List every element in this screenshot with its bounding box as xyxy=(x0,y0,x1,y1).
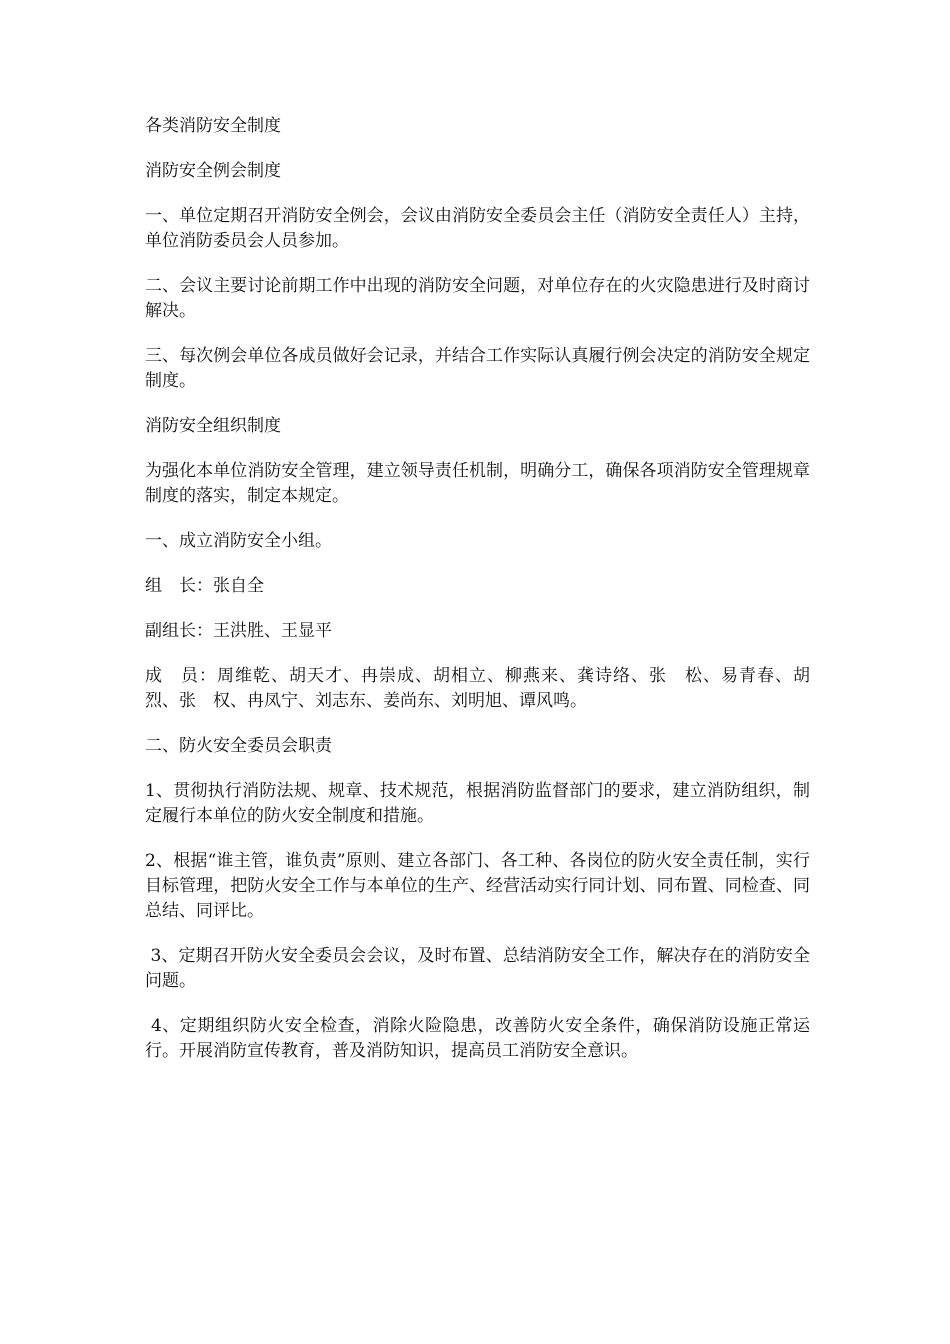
meeting-item-3: 三、每次例会单位各成员做好会记录，并结合工作实际认真履行例会决定的消防安全规定制度。 xyxy=(145,346,810,391)
meeting-item-2: 二、会议主要讨论前期工作中出现的消防安全问题，对单位存在的火灾隐患进行及时商讨解决。 xyxy=(145,276,810,321)
duty-item-4: 4、定期组织防火安全检查，消除火险隐患，改善防火安全条件，确保消防设施正常运行。开展消防宣传教育，普及消防知识，提高员工消防安全意识。 xyxy=(145,1016,810,1061)
organization-intro: 为强化本单位消防安全管理，建立领导责任机制，明确分工，确保各项消防安全管理规章制度的落实，制定本规定。 xyxy=(145,461,810,506)
duty-item-3: 3、定期召开防火安全委员会会议，及时布置、总结消防安全工作，解决存在的消防安全问题。 xyxy=(145,946,810,991)
duty-item-2: 2、根据“谁主管，谁负责”原则、建立各部门、各工种、各岗位的防火安全责任制，实行目标管理，把防火安全工作与本单位的生产、经营活动实行同计划、同布置、同检查、同总结、同评比。 xyxy=(145,851,810,921)
part1-heading: 一、成立消防安全小组。 xyxy=(145,531,332,551)
group-members: 成 员：周维乾、胡天才、冉崇成、胡相立、柳燕来、龚诗络、张 松、易青春、胡 烈、张 权、冉凤宁、刘志东、姜尚东、刘明旭、谭风鸣。 xyxy=(145,666,827,711)
document-page xyxy=(145,114,827,1084)
section-heading-meeting: 消防安全例会制度 xyxy=(145,161,281,181)
deputy-leader: 副组长：王洪胜、王显平 xyxy=(145,621,332,641)
part2-heading: 二、防火安全委员会职责 xyxy=(145,736,332,756)
meeting-item-1: 一、单位定期召开消防安全例会，会议由消防安全委员会主任（消防安全责任人）主持，单位消防委员会人员参加。 xyxy=(145,206,810,251)
section-heading-organization: 消防安全组织制度 xyxy=(145,416,281,436)
group-leader: 组 长：张自全 xyxy=(145,576,264,596)
duty-item-1: 1、贯彻执行消防法规、规章、技术规范，根据消防监督部门的要求，建立消防组织，制定履行本单位的防火安全制度和措施。 xyxy=(145,781,810,826)
document-title: 各类消防安全制度 xyxy=(145,116,281,136)
